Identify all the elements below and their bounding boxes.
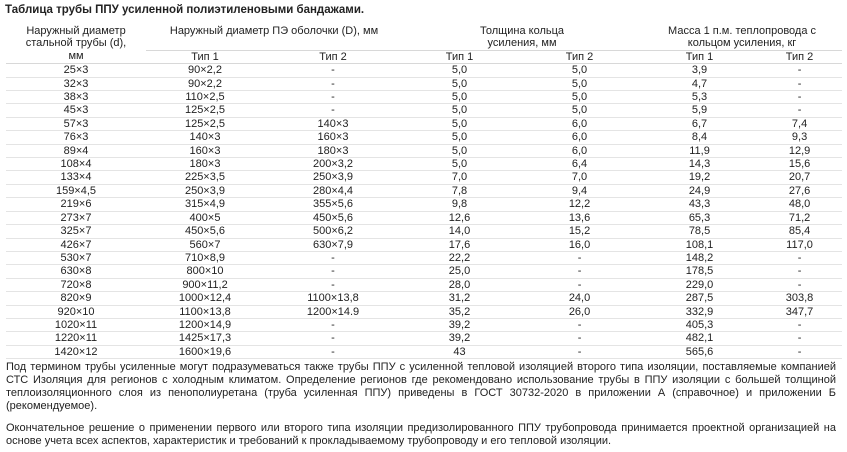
cell-ring-type1: 28,0	[402, 278, 517, 291]
cell-ring-type2: 26,0	[517, 305, 642, 318]
cell-steel-diameter: 45×3	[6, 104, 146, 117]
cell-mass-type1: 405,3	[642, 318, 757, 331]
cell-pe-type1: 250×3,9	[146, 184, 264, 197]
table-row	[6, 238, 842, 251]
cell-pe-type2: -	[264, 332, 402, 345]
header-ring-thickness: Толщина кольца усиления, мм	[402, 25, 642, 50]
cell-pe-type1: 125×2,5	[146, 117, 264, 130]
cell-mass-type1: 19,2	[642, 171, 757, 184]
table-row	[6, 117, 842, 130]
cell-mass-type1: 11,9	[642, 144, 757, 157]
cell-mass-type2: 347,7	[757, 305, 842, 318]
subheader-type2: Тип 2	[757, 50, 842, 63]
header-mass: Масса 1 п.м. теплопровода с кольцом усиления, кг	[642, 25, 842, 50]
cell-mass-type2: 71,2	[757, 211, 842, 224]
cell-ring-type1: 14,0	[402, 225, 517, 238]
cell-mass-type2: 85,4	[757, 225, 842, 238]
cell-mass-type1: 6,7	[642, 117, 757, 130]
cell-pe-type1: 560×7	[146, 238, 264, 251]
cell-ring-type1: 7,0	[402, 171, 517, 184]
cell-ring-type2: -	[517, 345, 642, 358]
cell-mass-type1: 43,3	[642, 198, 757, 211]
cell-ring-type2: 6,0	[517, 131, 642, 144]
table-row	[6, 91, 842, 104]
cell-pe-type1: 90×2,2	[146, 77, 264, 90]
cell-pe-type1: 125×2,5	[146, 104, 264, 117]
cell-mass-type1: 178,5	[642, 265, 757, 278]
cell-mass-type2: 303,8	[757, 292, 842, 305]
cell-pe-type2: -	[264, 91, 402, 104]
cell-pe-type1: 90×2,2	[146, 64, 264, 77]
cell-pe-type2: 1100×13,8	[264, 292, 402, 305]
cell-mass-type1: 3,9	[642, 64, 757, 77]
cell-ring-type2: 5,0	[517, 91, 642, 104]
cell-ring-type1: 5,0	[402, 131, 517, 144]
cell-mass-type1: 8,4	[642, 131, 757, 144]
table-row	[6, 77, 842, 90]
cell-ring-type2: 9,4	[517, 184, 642, 197]
cell-mass-type1: 5,3	[642, 91, 757, 104]
cell-steel-diameter: 159×4,5	[6, 184, 146, 197]
cell-mass-type2: -	[757, 332, 842, 345]
cell-ring-type2: 24,0	[517, 292, 642, 305]
cell-mass-type1: 108,1	[642, 238, 757, 251]
cell-pe-type1: 900×11,2	[146, 278, 264, 291]
cell-steel-diameter: 32×3	[6, 77, 146, 90]
cell-ring-type1: 25,0	[402, 265, 517, 278]
cell-steel-diameter: 820×9	[6, 292, 146, 305]
cell-pe-type2: -	[264, 345, 402, 358]
cell-ring-type2: 5,0	[517, 64, 642, 77]
subheader-type1: Тип 1	[146, 50, 264, 63]
cell-mass-type2: 117,0	[757, 238, 842, 251]
cell-ring-type2: 16,0	[517, 238, 642, 251]
cell-mass-type1: 565,6	[642, 345, 757, 358]
table-row	[6, 131, 842, 144]
cell-ring-type1: 9,8	[402, 198, 517, 211]
cell-mass-type2: 15,6	[757, 158, 842, 171]
table-row	[6, 211, 842, 224]
cell-steel-diameter: 76×3	[6, 131, 146, 144]
cell-ring-type1: 5,0	[402, 64, 517, 77]
cell-ring-type2: -	[517, 278, 642, 291]
cell-pe-type2: 500×6,2	[264, 225, 402, 238]
cell-ring-type1: 35,2	[402, 305, 517, 318]
cell-pe-type1: 1200×14,9	[146, 318, 264, 331]
cell-mass-type2: -	[757, 345, 842, 358]
header-pe-diameter: Наружный диаметр ПЭ оболочки (D), мм	[146, 25, 402, 50]
cell-pe-type1: 800×10	[146, 265, 264, 278]
cell-pe-type2: 450×5,6	[264, 211, 402, 224]
cell-ring-type1: 5,0	[402, 77, 517, 90]
cell-pe-type1: 1425×17,3	[146, 332, 264, 345]
cell-mass-type2: -	[757, 265, 842, 278]
table-row	[6, 305, 842, 318]
table-row	[6, 251, 842, 264]
cell-pe-type2: -	[264, 318, 402, 331]
cell-steel-diameter: 108×4	[6, 158, 146, 171]
cell-steel-diameter: 273×7	[6, 211, 146, 224]
cell-ring-type2: 12,2	[517, 198, 642, 211]
subheader-type1: Тип 1	[642, 50, 757, 63]
cell-mass-type2: -	[757, 64, 842, 77]
table-row	[6, 184, 842, 197]
cell-ring-type1: 17,6	[402, 238, 517, 251]
cell-mass-type2: -	[757, 278, 842, 291]
cell-mass-type1: 482,1	[642, 332, 757, 345]
table-row	[6, 144, 842, 157]
header-row	[6, 25, 842, 50]
cell-steel-diameter: 1020×11	[6, 318, 146, 331]
table-body	[6, 64, 842, 359]
cell-pe-type2: 630×7,9	[264, 238, 402, 251]
cell-mass-type2: -	[757, 104, 842, 117]
cell-pe-type1: 450×5,6	[146, 225, 264, 238]
cell-mass-type2: 12,9	[757, 144, 842, 157]
cell-steel-diameter: 630×8	[6, 265, 146, 278]
note-paragraph-2: Окончательное решение о применении первого или второго типа изоляции предизолированного ППУ трубопровода принимается проектной организацией на основе учета всех аспектов, характеристик и требований к прокладываемому трубопроводу и его тепловой изоляции.	[6, 422, 836, 447]
cell-pe-type1: 140×3	[146, 131, 264, 144]
cell-pe-type1: 1000×12,4	[146, 292, 264, 305]
cell-mass-type2: 7,4	[757, 117, 842, 130]
table-row	[6, 265, 842, 278]
subheader-type1: Тип 1	[402, 50, 517, 63]
cell-ring-type2: 6,0	[517, 144, 642, 157]
table-row	[6, 158, 842, 171]
cell-pe-type2: -	[264, 104, 402, 117]
cell-mass-type2: -	[757, 251, 842, 264]
cell-ring-type2: -	[517, 265, 642, 278]
table-row	[6, 332, 842, 345]
cell-ring-type2: 6,0	[517, 117, 642, 130]
cell-ring-type1: 39,2	[402, 318, 517, 331]
cell-ring-type2: 7,0	[517, 171, 642, 184]
cell-ring-type2: 6,4	[517, 158, 642, 171]
cell-ring-type1: 12,6	[402, 211, 517, 224]
cell-pe-type1: 315×4,9	[146, 198, 264, 211]
cell-ring-type2: 15,2	[517, 225, 642, 238]
cell-mass-type1: 332,9	[642, 305, 757, 318]
cell-ring-type1: 7,8	[402, 184, 517, 197]
cell-pe-type1: 1100×13,8	[146, 305, 264, 318]
cell-ring-type2: 5,0	[517, 104, 642, 117]
cell-mass-type1: 229,0	[642, 278, 757, 291]
cell-pe-type2: 280×4,4	[264, 184, 402, 197]
cell-ring-type2: 13,6	[517, 211, 642, 224]
cell-ring-type2: -	[517, 318, 642, 331]
cell-pe-type2: 250×3,9	[264, 171, 402, 184]
cell-steel-diameter: 89×4	[6, 144, 146, 157]
cell-mass-type1: 5,9	[642, 104, 757, 117]
table-row	[6, 345, 842, 358]
cell-pe-type1: 225×3,5	[146, 171, 264, 184]
cell-steel-diameter: 133×4	[6, 171, 146, 184]
cell-pe-type2: -	[264, 265, 402, 278]
cell-pe-type1: 160×3	[146, 144, 264, 157]
table-row	[6, 171, 842, 184]
cell-pe-type2: 200×3,2	[264, 158, 402, 171]
cell-ring-type1: 5,0	[402, 104, 517, 117]
cell-steel-diameter: 1220×11	[6, 332, 146, 345]
cell-pe-type2: -	[264, 64, 402, 77]
cell-pe-type2: -	[264, 77, 402, 90]
pipe-table	[6, 25, 842, 359]
cell-steel-diameter: 38×3	[6, 91, 146, 104]
header-steel-diameter: Наружный диаметр стальной трубы (d), мм	[6, 25, 146, 64]
cell-pe-type1: 400×5	[146, 211, 264, 224]
table-row	[6, 104, 842, 117]
subheader-type2: Тип 2	[264, 50, 402, 63]
note-paragraph-1: Под термином трубы усиленные могут подразумеваться также трубы ППУ с усиленной тепловой изоляцией второго типа изоляции, поставляемые компанией СТС Изоляция для регионов с холодным климатом. Определение регионов где рекомендовано использование трубы в ППУ изоляции с большей толщиной теплоизоляционного слоя из пенополиуретана (труба усиленная ППУ) приведены в ГОСТ 30732-2020 в приложении А (справочное) и приложении Б (рекомендуемое).	[6, 361, 836, 412]
cell-mass-type2: 9,3	[757, 131, 842, 144]
cell-mass-type1: 24,9	[642, 184, 757, 197]
cell-mass-type2: 27,6	[757, 184, 842, 197]
cell-ring-type2: -	[517, 251, 642, 264]
cell-pe-type1: 110×2,5	[146, 91, 264, 104]
cell-pe-type2: -	[264, 278, 402, 291]
cell-mass-type1: 14,3	[642, 158, 757, 171]
cell-mass-type1: 287,5	[642, 292, 757, 305]
cell-steel-diameter: 530×7	[6, 251, 146, 264]
cell-mass-type2: 20,7	[757, 171, 842, 184]
cell-steel-diameter: 1420×12	[6, 345, 146, 358]
cell-ring-type2: 5,0	[517, 77, 642, 90]
cell-ring-type1: 5,0	[402, 144, 517, 157]
cell-mass-type2: -	[757, 91, 842, 104]
cell-pe-type2: 140×3	[264, 117, 402, 130]
cell-ring-type1: 43	[402, 345, 517, 358]
table-row	[6, 318, 842, 331]
cell-steel-diameter: 57×3	[6, 117, 146, 130]
cell-pe-type2: 355×5,6	[264, 198, 402, 211]
cell-ring-type1: 31,2	[402, 292, 517, 305]
cell-mass-type1: 78,5	[642, 225, 757, 238]
cell-pe-type1: 1600×19,6	[146, 345, 264, 358]
cell-ring-type1: 5,0	[402, 158, 517, 171]
cell-steel-diameter: 219×6	[6, 198, 146, 211]
cell-mass-type2: 48,0	[757, 198, 842, 211]
cell-mass-type2: -	[757, 77, 842, 90]
cell-pe-type2: 160×3	[264, 131, 402, 144]
cell-ring-type1: 5,0	[402, 91, 517, 104]
cell-ring-type1: 22,2	[402, 251, 517, 264]
cell-mass-type1: 148,2	[642, 251, 757, 264]
cell-pe-type2: 180×3	[264, 144, 402, 157]
subheader-type2: Тип 2	[517, 50, 642, 63]
table-title: Таблица трубы ППУ усиленной полиэтиленовыми бандажами.	[5, 4, 365, 16]
cell-pe-type1: 180×3	[146, 158, 264, 171]
cell-pe-type2: -	[264, 251, 402, 264]
cell-ring-type1: 39,2	[402, 332, 517, 345]
cell-steel-diameter: 720×8	[6, 278, 146, 291]
cell-ring-type2: -	[517, 332, 642, 345]
cell-mass-type1: 4,7	[642, 77, 757, 90]
cell-ring-type1: 5,0	[402, 117, 517, 130]
cell-pe-type1: 710×8,9	[146, 251, 264, 264]
table-row	[6, 198, 842, 211]
cell-steel-diameter: 325×7	[6, 225, 146, 238]
cell-pe-type2: 1200×14.9	[264, 305, 402, 318]
table-row	[6, 278, 842, 291]
table-row	[6, 64, 842, 77]
table-row	[6, 292, 842, 305]
cell-mass-type2: -	[757, 318, 842, 331]
cell-steel-diameter: 426×7	[6, 238, 146, 251]
cell-mass-type1: 65,3	[642, 211, 757, 224]
table-row	[6, 225, 842, 238]
cell-steel-diameter: 920×10	[6, 305, 146, 318]
cell-steel-diameter: 25×3	[6, 64, 146, 77]
